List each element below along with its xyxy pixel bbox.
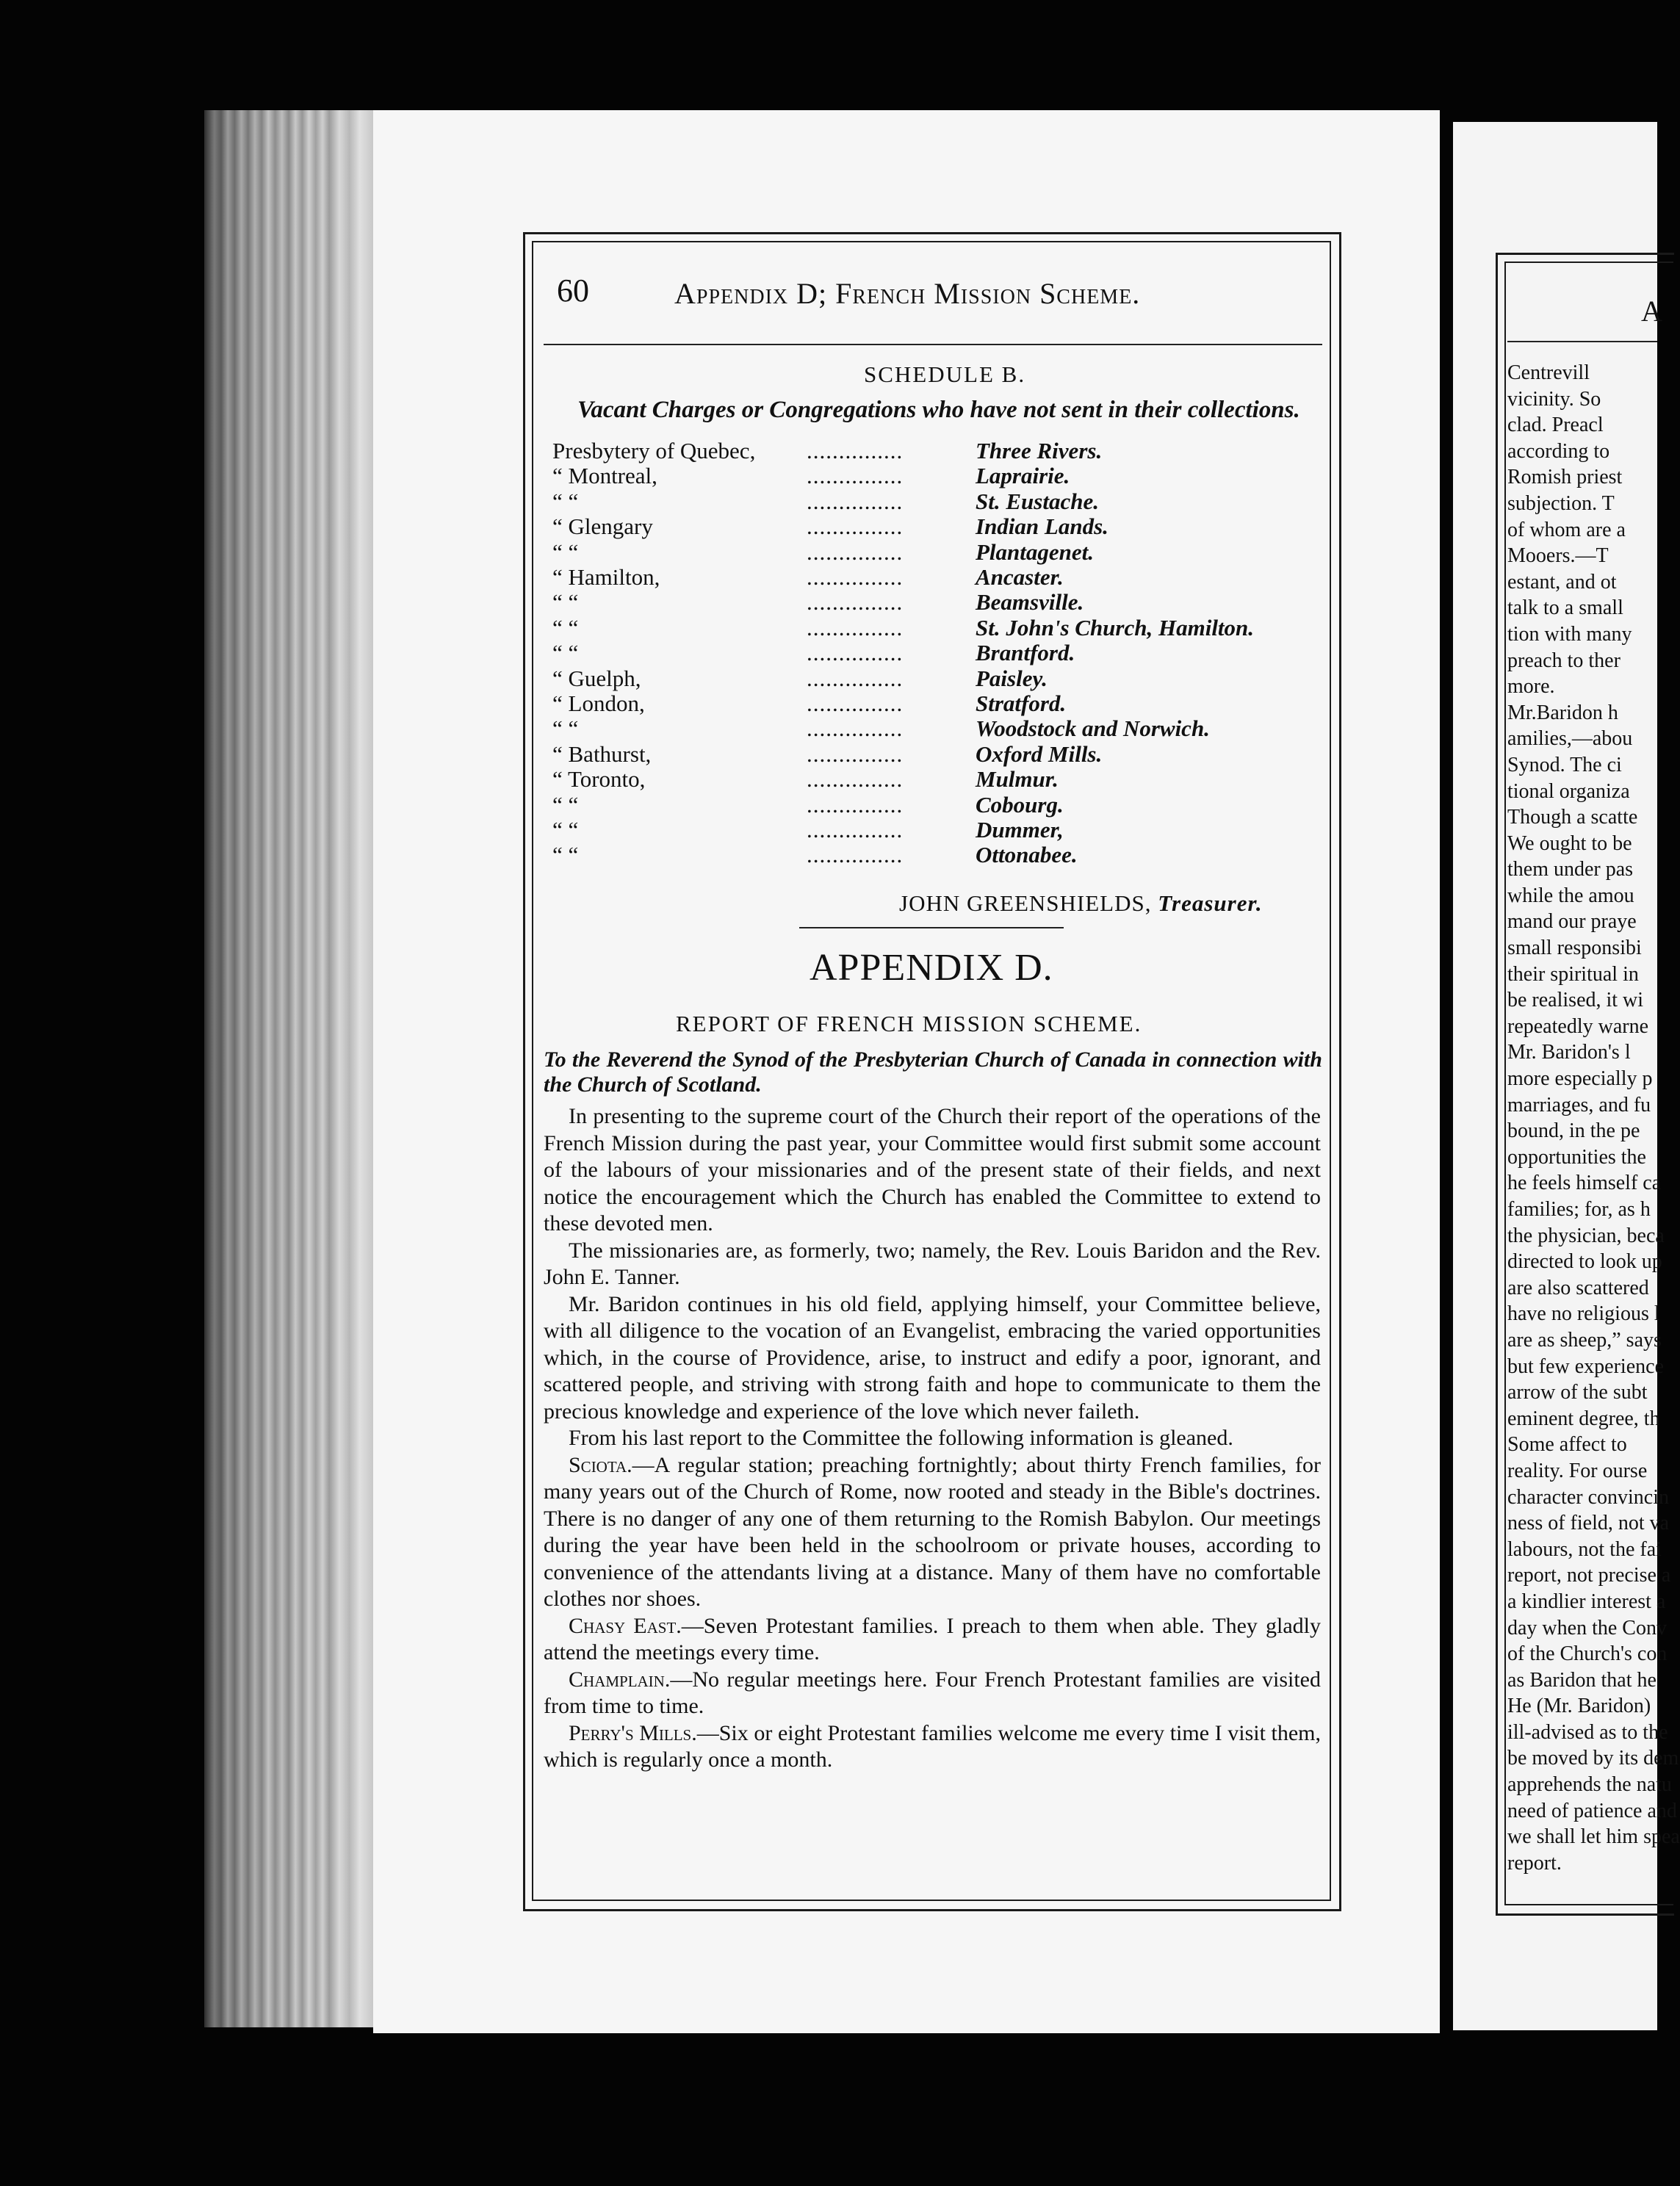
- schedule-presbytery: “ “: [552, 791, 579, 818]
- schedule-place: Ottonabee.: [976, 842, 1078, 868]
- schedule-presbytery: “ “: [552, 640, 579, 666]
- right-page-line: reality. For ourse: [1507, 1459, 1648, 1482]
- schedule-place: Ancaster.: [976, 564, 1064, 590]
- station-name: Sciota.: [569, 1452, 632, 1477]
- report-title: REPORT OF FRENCH MISSION SCHEME.: [676, 1011, 1142, 1036]
- right-page-line: need of patience and: [1507, 1799, 1677, 1822]
- right-page-line: bound, in the pe: [1507, 1119, 1640, 1143]
- address-line: To the Reverend the Synod of the Presbyterian Church of Canada in connection with the Church of Scotland.: [544, 1047, 1322, 1097]
- right-page-line: He (Mr. Baridon): [1507, 1695, 1651, 1718]
- running-head: Appendix D; French Mission Scheme.: [674, 277, 1141, 310]
- right-running-head: A: [1641, 295, 1662, 328]
- right-page-line: directed to look up: [1507, 1250, 1662, 1274]
- treasurer-title: Treasurer.: [1158, 890, 1263, 916]
- appendix-title: APPENDIX D.: [810, 947, 1053, 989]
- station-name: Chasy East.: [569, 1613, 682, 1638]
- right-page-line: eminent degree, th: [1507, 1407, 1660, 1430]
- right-page-line: be moved by its dem: [1507, 1747, 1679, 1770]
- header-rule: [544, 344, 1322, 345]
- right-page-line: Mooers.—T: [1507, 544, 1609, 568]
- station-paragraph: [544, 1667, 1321, 1720]
- schedule-presbytery: “ “: [552, 488, 579, 514]
- schedule-place: St. John's Church, Hamilton.: [976, 614, 1255, 641]
- right-page-line: report.: [1507, 1851, 1562, 1875]
- right-page-line: as Baridon that he: [1507, 1668, 1656, 1692]
- schedule-presbytery: “ “: [552, 538, 579, 565]
- right-page-line: day when the Conv: [1507, 1616, 1667, 1640]
- right-page-line: mand our praye: [1507, 910, 1637, 934]
- schedule-leader-dots: ...............: [807, 614, 904, 641]
- schedule-place: Oxford Mills.: [976, 740, 1103, 767]
- right-header-rule: [1507, 341, 1657, 342]
- schedule-presbytery: “ “: [552, 715, 579, 742]
- right-page-line: character convincin: [1507, 1485, 1669, 1509]
- schedule-presbytery: “ “: [552, 817, 579, 843]
- schedule-title: SCHEDULE B.: [864, 361, 1026, 387]
- schedule-place: Beamsville.: [976, 589, 1084, 616]
- station-text: —A regular station; preaching fortnightly; about thirty French families, for many years out of the Church of Rome, now rooted and steady in the Bible's doctrines. There is no danger of any one of them returning to the Romish Babylon. Our meetings during the year have been held in the schoolroom or private houses, according to convenience of the attendants living at a distance. Many of them have no comfortable clothes nor shoes.: [544, 1452, 1321, 1611]
- right-page-line: Though a scatte: [1507, 806, 1638, 829]
- schedule-leader-dots: ...............: [807, 740, 904, 767]
- schedule-leader-dots: ...............: [807, 817, 904, 843]
- right-page-line: are also scattered: [1507, 1276, 1649, 1299]
- right-page-line: report, not precise a: [1507, 1564, 1671, 1587]
- right-page-line: of the Church's con: [1507, 1642, 1668, 1666]
- right-page-line: more.: [1507, 675, 1555, 699]
- schedule-presbytery: “ Glengary: [552, 513, 653, 540]
- schedule-leader-dots: ...............: [807, 488, 904, 514]
- paragraph: In presenting to the supreme court of the Church their report of the operations of the French Mission during the past year, your Committee would first submit some account of the labours of your missionaries and of the present state of their fields, and next notice the encouragement which the Church has enabled the Committee to extend to these devoted men.: [544, 1104, 1321, 1236]
- right-page-line: repeatedly warne: [1507, 1014, 1648, 1038]
- right-page-line: Romish priest: [1507, 466, 1623, 489]
- right-page-line: while the amou: [1507, 884, 1634, 907]
- schedule-leader-dots: ...............: [807, 715, 904, 742]
- schedule-leader-dots: ...............: [807, 665, 904, 691]
- schedule-presbytery: “ Bathurst,: [552, 740, 652, 767]
- schedule-place: Stratford.: [976, 690, 1067, 716]
- report-body: [544, 1103, 1321, 1774]
- right-page-line: estant, and ot: [1507, 570, 1617, 594]
- right-page-line: talk to a small: [1507, 596, 1623, 620]
- station-text: —No regular meetings here. Four French Protestant families are visited from time to time.: [544, 1667, 1321, 1718]
- right-page-text: [1507, 360, 1680, 1876]
- right-page-line: vicinity. So: [1507, 387, 1601, 411]
- station-paragraph: [544, 1452, 1321, 1613]
- station-paragraph: [544, 1720, 1321, 1774]
- right-page-line: apprehends the natu: [1507, 1773, 1672, 1797]
- schedule-leader-dots: ...............: [807, 463, 904, 489]
- station-name: Perry's Mills.: [569, 1720, 697, 1745]
- right-page-line: small responsibi: [1507, 937, 1642, 960]
- schedule-place: Brantford.: [976, 640, 1075, 666]
- right-page-line: families; for, as h: [1507, 1198, 1651, 1221]
- schedule-presbytery: “ London,: [552, 690, 645, 716]
- schedule-leader-dots: ...............: [807, 564, 904, 590]
- schedule-leader-dots: ...............: [807, 842, 904, 868]
- station-name: Champlain.: [569, 1667, 671, 1692]
- page-number: 60: [557, 273, 589, 309]
- right-page-line: clad. Preacl: [1507, 414, 1604, 437]
- schedule-place: Laprairie.: [976, 463, 1070, 489]
- schedule-leader-dots: ...............: [807, 538, 904, 565]
- right-page-line: are as sheep,” says: [1507, 1328, 1662, 1352]
- treasurer-name: JOHN GREENSHIELDS,: [899, 890, 1152, 916]
- schedule-presbytery: “ Guelph,: [552, 665, 641, 691]
- right-page-line: We ought to be: [1507, 832, 1632, 855]
- right-page-line: amilies,—abou: [1507, 727, 1633, 751]
- right-page-line: we shall let him spea: [1507, 1825, 1680, 1849]
- right-page-line: according to: [1507, 439, 1610, 463]
- schedule-leader-dots: ...............: [807, 513, 904, 540]
- right-page-line: arrow of the subt: [1507, 1381, 1648, 1404]
- schedule-leader-dots: ...............: [807, 690, 904, 716]
- schedule-presbytery: “ Montreal,: [552, 463, 657, 489]
- schedule-leader-dots: ...............: [807, 791, 904, 818]
- schedule-presbytery: Presbytery of Quebec,: [552, 438, 756, 463]
- schedule-place: Cobourg.: [976, 791, 1064, 818]
- right-page-line: more especially p: [1507, 1067, 1653, 1091]
- right-page-line: subjection. T: [1507, 491, 1615, 515]
- schedule-place: Woodstock and Norwich.: [976, 715, 1210, 742]
- schedule-presbytery: “ “: [552, 614, 579, 641]
- right-page-line: Synod. The ci: [1507, 753, 1622, 776]
- schedule-subtitle: Vacant Charges or Congregations who have not sent in their collections.: [577, 397, 1300, 423]
- right-page-line: a kindlier interest a: [1507, 1590, 1666, 1613]
- station-paragraph: [544, 1613, 1321, 1667]
- station-text: —Seven Protestant families. I preach to them when able. They gladly attend the meetings every time.: [544, 1613, 1322, 1664]
- right-page-line: ness of field, not va: [1507, 1512, 1670, 1535]
- right-page-line: have no religious l: [1507, 1302, 1660, 1326]
- right-page-line: them under pas: [1507, 858, 1634, 881]
- schedule-place: Dummer,: [976, 817, 1064, 843]
- right-page-line: tional organiza: [1507, 779, 1630, 803]
- right-page-line: ill-advised as to the: [1507, 1720, 1668, 1744]
- schedule-place: Mulmur.: [976, 766, 1059, 793]
- paragraph: The missionaries are, as formerly, two; namely, the Rev. Louis Baridon and the Rev. John E. Tanner.: [544, 1238, 1321, 1289]
- section-divider: [799, 927, 1064, 928]
- right-page-line: their spiritual in: [1507, 962, 1639, 986]
- right-page-line: Some affect to: [1507, 1433, 1627, 1457]
- schedule-place: Three Rivers.: [976, 438, 1103, 463]
- right-page-line: labours, not the fai: [1507, 1537, 1662, 1561]
- paragraph: From his last report to the Committee the following information is gleaned.: [569, 1426, 1233, 1450]
- paragraph: Mr. Baridon continues in his old field, applying himself, your Committee believe, with all diligence to the vocation of an Evangelist, embracing the varied opportunities which, in the course of Providence, arise, to instruct and edify a poor, ignorant, and scattered people, and striving with strong faith and hope to communicate to them the precious knowledge and experience of the love which never faileth.: [544, 1291, 1321, 1424]
- right-page-line: Mr. Baridon's l: [1507, 1041, 1631, 1064]
- right-page-line: marriages, and fu: [1507, 1093, 1651, 1117]
- schedule-place: Plantagenet.: [976, 538, 1095, 565]
- schedule-place: Paisley.: [976, 665, 1048, 691]
- schedule-leader-dots: ...............: [807, 766, 904, 793]
- schedule-presbytery: “ Hamilton,: [552, 564, 660, 590]
- right-page-line: tion with many: [1507, 622, 1632, 646]
- right-page-line: opportunities the: [1507, 1145, 1646, 1169]
- right-page-line: of whom are a: [1507, 518, 1626, 541]
- right-page-line: Mr.Baridon h: [1507, 701, 1618, 724]
- station-text: —Six or eight Protestant families welcome me every time I visit them, which is regularly once a month.: [544, 1720, 1321, 1772]
- right-page-line: he feels himself ca: [1507, 1172, 1662, 1195]
- schedule-presbytery: “ Toronto,: [552, 766, 646, 793]
- schedule-presbytery: “ “: [552, 842, 579, 868]
- right-page-line: Centrevill: [1507, 361, 1590, 384]
- schedule-leader-dots: ...............: [807, 438, 904, 463]
- book-page-edges: [204, 110, 373, 2027]
- right-page-line: but few experience: [1507, 1354, 1664, 1378]
- right-page-line: preach to ther: [1507, 649, 1620, 672]
- treasurer-signature: [899, 890, 1263, 917]
- schedule-place: St. Eustache.: [976, 488, 1099, 514]
- schedule-presbytery: “ “: [552, 589, 579, 616]
- schedule-leader-dots: ...............: [807, 589, 904, 616]
- schedule-leader-dots: ...............: [807, 640, 904, 666]
- right-page-line: the physician, beca: [1507, 1224, 1665, 1247]
- right-page-line: be realised, it wi: [1507, 989, 1644, 1012]
- schedule-place: Indian Lands.: [976, 513, 1108, 540]
